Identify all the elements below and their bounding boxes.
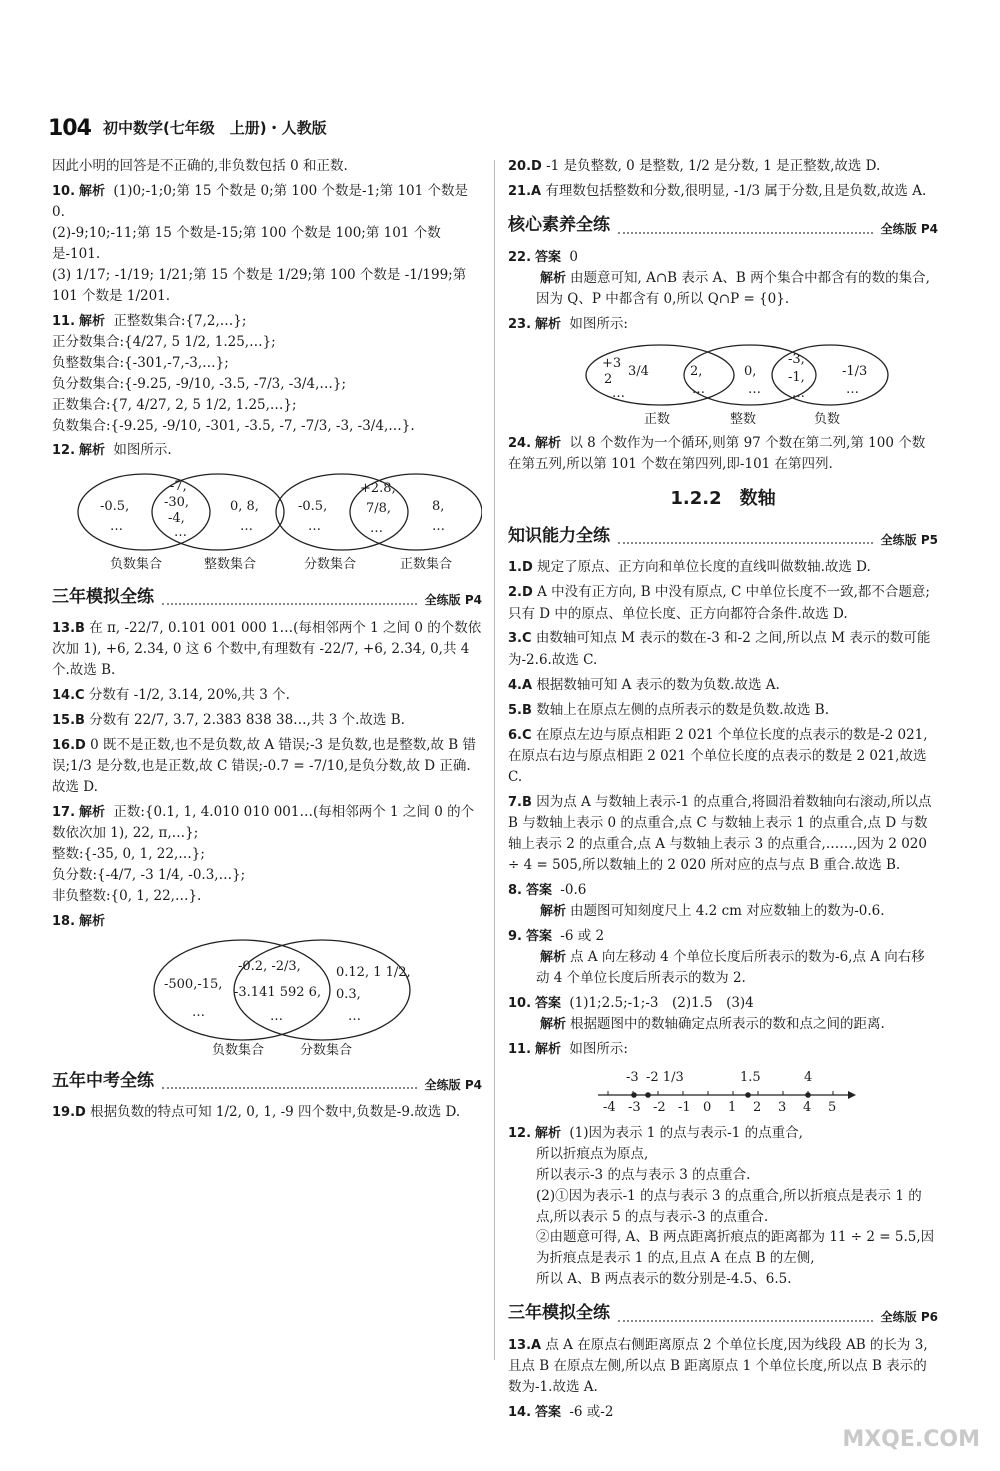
q-number: 1.D	[508, 560, 533, 576]
q-text: 分数有 22/7, 3.7, 2.383 838 38…,共 3 个.故选 B.	[89, 712, 405, 729]
axis-tick-label: -2	[653, 1099, 666, 1115]
axis-tick-label: 2	[753, 1099, 762, 1115]
venn-text: …	[846, 381, 859, 397]
q-text: 由题意可知, A∩B 表示 A、B 两个集合中都含有的数的集合,因为 Q、P 中都含有 0,所以 Q∩P = {0}.	[536, 269, 930, 307]
book-title: 初中数学(七年级 上册)・人教版	[102, 119, 327, 138]
section-dots	[618, 1320, 873, 1322]
q-number: 19.D	[52, 1105, 86, 1121]
page-number: 104	[48, 115, 91, 141]
question-13	[52, 618, 482, 681]
mock-13	[508, 1335, 938, 1398]
venn-text: 0,	[744, 363, 757, 379]
q17-line4: 非负整数:{0, 1, 22,…}.	[52, 888, 202, 905]
q-number: 10.	[52, 183, 76, 199]
question-22	[508, 247, 938, 310]
q-number: 20.D	[508, 159, 542, 174]
right-column	[508, 156, 938, 1427]
q-label: 解析	[79, 443, 106, 459]
axis-tick-label: 5	[828, 1099, 837, 1115]
q-label: 解析	[540, 270, 567, 286]
point-marker	[805, 1092, 811, 1098]
venn-text: 2	[604, 371, 613, 387]
section-header	[508, 523, 938, 549]
q-text: 根据负数的特点可知 1/2, 0, 1, -9 四个数中,负数是-9.故选 D.	[90, 1104, 461, 1121]
q-number: 11.	[52, 313, 76, 329]
q11-line2: 正分数集合:{4/27, 5 1/2, 1.25,…};	[52, 333, 276, 350]
q-answer: -6 或-2	[569, 1403, 614, 1420]
venn-diagram-q18	[52, 936, 482, 1058]
question-24	[508, 433, 938, 475]
section-title: 三年模拟全练	[508, 1303, 610, 1324]
venn-text: +3	[602, 355, 622, 371]
venn-label: 分数集合	[304, 556, 357, 572]
q-number: 14.	[508, 1404, 532, 1420]
venn-label: 负数集合	[110, 556, 163, 572]
left-column	[52, 156, 482, 1128]
venn-text: …	[432, 518, 445, 534]
q-label: 答案	[535, 996, 562, 1012]
q-text: 由题图可知刻度尺上 4.2 cm 对应数轴上的数为-0.6.	[570, 902, 885, 919]
q-number: 13.A	[508, 1337, 542, 1353]
point-label: -3	[626, 1069, 639, 1085]
venn-text: …	[692, 381, 705, 397]
question-12	[52, 440, 482, 573]
q-number: 22.	[508, 249, 532, 265]
q-number: 5.B	[508, 702, 532, 718]
venn-text: …	[174, 524, 187, 540]
q-number: 12.	[508, 1125, 532, 1141]
venn-text: …	[110, 518, 123, 534]
page-header	[48, 112, 327, 146]
q-number: 12.	[52, 443, 76, 459]
venn-text: …	[612, 385, 625, 401]
q10-line2: (2)-9;10;-11;第 15 个数是-15;第 100 个数是 100;第 101 个数是-101.	[52, 224, 441, 262]
venn-label: 负数集合	[212, 1043, 265, 1059]
point-marker	[645, 1092, 651, 1098]
q-answer: 0	[569, 248, 578, 265]
point-marker	[745, 1092, 751, 1098]
venn-diagram-q23	[508, 339, 938, 429]
q-label: 解析	[79, 805, 106, 821]
venn-text: -4,	[168, 510, 185, 526]
q-number: 7.B	[508, 794, 532, 810]
section-title: 知识能力全练	[508, 525, 610, 546]
question-23	[508, 314, 938, 429]
section-ref: 全练版 P4	[424, 1077, 482, 1092]
venn-label: 负数	[814, 411, 841, 427]
exercise-8	[508, 880, 938, 922]
venn-text: -3.141 592 6,	[234, 985, 322, 1001]
q-answer: -0.6	[560, 881, 587, 898]
question-15	[52, 710, 482, 731]
q-number: 16.D	[52, 738, 86, 754]
q-text: 以 8 个数作为一个循环,则第 97 个数在第二列,第 100 个数在第五列,所以第 101 个数在第四列,即-101 在第四列.	[508, 434, 926, 473]
venn-label: 分数集合	[300, 1043, 353, 1059]
question-19	[52, 1102, 482, 1123]
question-10	[52, 181, 482, 307]
section-dots	[618, 232, 873, 234]
point-label: -2 1/3	[646, 1069, 684, 1085]
exercise-2	[508, 582, 938, 624]
exercise-5	[508, 700, 938, 721]
venn-text: 0.3,	[336, 987, 361, 1003]
q-label: 答案	[535, 249, 562, 265]
venn-text: -0.5,	[100, 498, 130, 514]
venn-text: 0.12, 1 1/2,	[336, 965, 411, 981]
venn-text: -7,	[170, 478, 187, 494]
q-label: 解析	[535, 316, 562, 332]
q-text: 在 π, -22/7, 0.101 001 000 1…(每相邻两个 1 之间 0 的个数依次加 1), +6, 2.3̇4̇, 0 这 6 个数中,有理数有 -22/7, +6, 2.3̇4̇, 0,共 4 个.故选 B.	[52, 619, 482, 678]
column-divider	[494, 160, 495, 1360]
q-number: 10.	[508, 996, 532, 1012]
intro-text: 因此小明的回答是不正确的,非负数包括 0 和正数.	[52, 158, 348, 174]
exercise-1	[508, 557, 938, 578]
q-text: 根据题图中的数轴确定点所表示的数和点之间的距离.	[570, 1016, 885, 1033]
q-label: 解析	[540, 903, 567, 919]
venn-text: -1/3	[842, 363, 868, 379]
q-number: 17.	[52, 805, 76, 821]
exercise-6	[508, 725, 938, 788]
q-text: 规定了原点、正方向和单位长度的直线叫做数轴.故选 D.	[537, 559, 871, 576]
q12-line4: (2)①因为表示-1 的点与表示 3 的点重合,所以折痕点是表示 1 的点,所以表示 5 的点与表示-3 的点重合.	[536, 1187, 922, 1225]
exercise-9	[508, 926, 938, 989]
question-18	[52, 911, 482, 1058]
q17-line2: 整数:{-35, 0, 1, 22,…};	[52, 846, 205, 863]
section-dots	[162, 603, 417, 605]
venn-text: …	[792, 385, 805, 401]
q-text: 有理数包括整数和分数,很明显, -1/3 属于分数,且是负数,故选 A.	[545, 183, 927, 200]
q-text: 点 A 在原点右侧距离原点 2 个单位长度,因为线段 AB 的长为 3,且点 B 在原点左侧,所以点 B 距离原点 1 个单位长度,所以点 B 表示的数为-1.故选 A.	[508, 1336, 928, 1395]
q11-line1: 正整数集合:{7,2,…};	[113, 312, 247, 329]
exercise-3	[508, 628, 938, 670]
venn-label: 正数集合	[400, 556, 453, 572]
venn-label: 整数集合	[204, 556, 257, 572]
q-number: 21.A	[508, 184, 542, 200]
q-text: 如图所示:	[569, 1041, 628, 1058]
q-label: 解析	[540, 1017, 567, 1033]
q17-line1: 正数:{0.1, 1, 4.010 010 001…(每相邻两个 1 之间 0 的个数依次加 1), 22, π,…};	[52, 804, 475, 842]
q-number: 4.A	[508, 677, 533, 693]
subsection-title: 1.2.2 数轴	[670, 488, 776, 510]
q12-line3: 所以表示-3 的点与表示 3 的点重合.	[536, 1166, 751, 1183]
q-label: 解析	[540, 950, 567, 966]
venn-text: …	[348, 1009, 361, 1025]
q11-line5: 正数集合:{7, 4/27, 2, 5 1/2, 1.25,…};	[52, 396, 297, 413]
q-label: 答案	[525, 928, 552, 944]
question-11	[52, 311, 482, 437]
venn-text: -30,	[164, 494, 190, 510]
question-14	[52, 685, 482, 706]
section-title: 三年模拟全练	[52, 586, 154, 607]
section-ref: 全练版 P4	[424, 593, 482, 608]
q-label: 答案	[535, 1404, 562, 1420]
exercise-11	[508, 1039, 938, 1118]
q11-line4: 负分数集合:{-9.25, -9/10, -3.5, -7/3, -3/4,…};	[52, 375, 347, 392]
point-label: 1.5	[740, 1069, 761, 1085]
section-ref: 全练版 P6	[880, 1309, 938, 1324]
q-number: 24.	[508, 435, 532, 451]
q-number: 15.B	[52, 713, 85, 729]
venn-circle	[78, 474, 210, 550]
q-label: 解析	[79, 313, 106, 329]
q12-line1: (1)因为表示 1 的点与表示-1 的点重合,	[569, 1124, 803, 1141]
point-marker	[631, 1092, 637, 1098]
q-text: A 中没有正方向, B 中没有原点, C 中单位长度不一致,都不合题意;只有 D 中的原点、单位长度、正方向都符合条件.故选 D.	[508, 584, 930, 622]
venn-diagram-q12	[52, 466, 482, 574]
question-16	[52, 735, 482, 798]
q-text: 0 既不是正数,也不是负数,故 A 错误;-3 是负数,也是整数,故 B 错误;1/3 是分数,也是正数,故 C 错误;-0.7 = -7/10,是负分数,故 D 正确.故选 D.	[52, 737, 476, 796]
venn-text: 0, 8,	[230, 498, 259, 514]
q-label: 解析	[535, 435, 562, 451]
axis-tick-label: 1	[728, 1099, 737, 1115]
venn-text: -0.5,	[298, 498, 328, 514]
axis-arrow	[848, 1091, 856, 1099]
venn-text: -500,-15,	[164, 977, 223, 993]
q-label: 答案	[525, 882, 552, 898]
venn-label: 正数	[644, 411, 671, 427]
q12-line6: 所以 A、B 两点表示的数分别是-4.5、6.5.	[536, 1271, 792, 1288]
axis-tick-label: -4	[603, 1099, 616, 1115]
q10-line3: (3) 1/17; -1/19; 1/21;第 15 个数是 1/29;第 100 个数是 -1/199;第 101 个数是 1/201.	[52, 266, 467, 304]
venn-text: 3/4	[628, 363, 649, 379]
venn-text: 8,	[432, 498, 445, 514]
q11-line6: 负数集合:{-9.25, -9/10, -301, -3.5, -7, -7/3, -3, -3/4,…}.	[52, 417, 415, 434]
watermark: MXQE.COM	[842, 1426, 980, 1452]
venn-text: …	[370, 520, 383, 536]
section-header	[508, 212, 938, 238]
q-number: 11.	[508, 1042, 532, 1058]
section-header	[52, 1068, 482, 1094]
venn-text: -0.2, -2/3,	[238, 959, 301, 975]
section-dots	[618, 542, 873, 544]
q-number: 2.D	[508, 585, 533, 601]
exercise-12	[508, 1123, 938, 1291]
q-label: 解析	[535, 1125, 562, 1141]
mock-14	[508, 1402, 938, 1423]
q-label: 解析	[535, 1042, 562, 1058]
axis-tick-label: 0	[703, 1099, 712, 1115]
venn-text: …	[748, 381, 761, 397]
section-title: 五年中考全练	[52, 1071, 154, 1092]
section-dots	[162, 1087, 417, 1089]
q-number: 14.C	[52, 687, 85, 703]
q12-line5: ②由题意可得, A、B 两点距离折痕点的距离都为 11 ÷ 2 = 5.5,因为折痕点是表示 1 的点,且点 A 在点 B 的左侧,	[536, 1229, 935, 1267]
q-number: 3.C	[508, 631, 532, 647]
q10-line1: (1)0;-1;0;第 15 个数是 0;第 100 个数是-1;第 101 个数是 0.	[52, 182, 469, 221]
q12-line2: 所以折痕点为原点,	[536, 1145, 649, 1162]
venn-text: 2,	[690, 363, 703, 379]
q-number: 18.	[52, 913, 76, 929]
q-answer: (1)1;2.5;-1;-3 (2)1.5 (3)4	[569, 995, 754, 1012]
axis-tick-label: 4	[803, 1099, 812, 1115]
axis-tick-label: -3	[628, 1099, 641, 1115]
venn-text: …	[308, 518, 321, 534]
point-label: 4	[804, 1069, 813, 1085]
section-header	[508, 1300, 938, 1326]
q12-text: 如图所示.	[113, 442, 172, 459]
q-text: 点 A 向左移动 4 个单位长度后所表示的数为-6,点 A 向右移动 4 个单位长度后所表示的数为 2.	[536, 949, 925, 987]
q-text: 在原点左边与原点相距 2 021 个单位长度的点表示的数是-2 021,在原点右边与原点相距 2 021 个单位长度的点表示的数是 2 021,故选 C.	[508, 726, 928, 785]
q-number: 6.C	[508, 727, 532, 743]
q-text: 分数有 -1/2, 3.14, 20%,共 3 个.	[88, 686, 290, 703]
axis-tick-label: -1	[678, 1099, 691, 1115]
exercise-4	[508, 675, 938, 696]
section-ref: 全练版 P4	[880, 222, 938, 237]
question-21	[508, 181, 938, 202]
venn-text: …	[240, 518, 253, 534]
venn-text: +2.8,	[360, 480, 396, 496]
number-line	[508, 1065, 938, 1119]
q-answer: -6 或 2	[560, 927, 605, 944]
section-ref: 全练版 P5	[880, 532, 938, 547]
q-text: 数轴上在原点左侧的点所表示的数是负数.故选 B.	[536, 701, 829, 718]
q-number: 23.	[508, 316, 532, 332]
q-number: 13.B	[52, 620, 85, 636]
q-text: 如图所示:	[569, 315, 628, 332]
venn-text: …	[192, 1005, 205, 1021]
exercise-7	[508, 792, 938, 876]
axis-tick-label: 3	[778, 1099, 787, 1115]
section-title: 核心素养全练	[508, 215, 610, 236]
question-20	[508, 156, 938, 177]
q-text: 因为点 A 与数轴上表示-1 的点重合,将圆沿着数轴向右滚动,所以点 B 与数轴上表示 0 的点重合,点 C 与数轴上表示 1 的点重合,点 D 与数轴上表示 2 的点重合,点 A 与数轴上表示 3 的点重合,……,因为 2 020 ÷ 4 = 505,所以数轴上的 2 020 所对应的点与点 B 重合.故选 B.	[508, 793, 932, 873]
q-text: 由数轴可知点 M 表示的数在-3 和-2 之间,所以点 M 表示的数可能为-2.6.故选 C.	[508, 630, 931, 668]
venn-text: …	[270, 1009, 283, 1025]
q-text: 根据数轴可知 A 表示的数为负数.故选 A.	[536, 676, 780, 693]
venn-label: 整数	[730, 411, 757, 427]
question-17	[52, 802, 482, 907]
q-label: 解析	[79, 913, 106, 929]
venn-text: -1,	[788, 369, 805, 385]
q-label: 解析	[79, 183, 106, 199]
exercise-10	[508, 993, 938, 1035]
q-number: 8.	[508, 882, 522, 898]
section-header	[52, 584, 482, 610]
q-number: 9.	[508, 928, 522, 944]
venn-text: -3,	[788, 351, 805, 367]
q17-line3: 负分数:{-4/7, -3 1/4, -0.3,…};	[52, 867, 246, 884]
q-text: -1 是负整数, 0 是整数, 1/2 是分数, 1 是正整数,故选 D.	[546, 158, 881, 174]
q11-line3: 负整数集合:{-301,-7,-3,…};	[52, 354, 229, 371]
venn-text: 7/8,	[366, 500, 392, 516]
